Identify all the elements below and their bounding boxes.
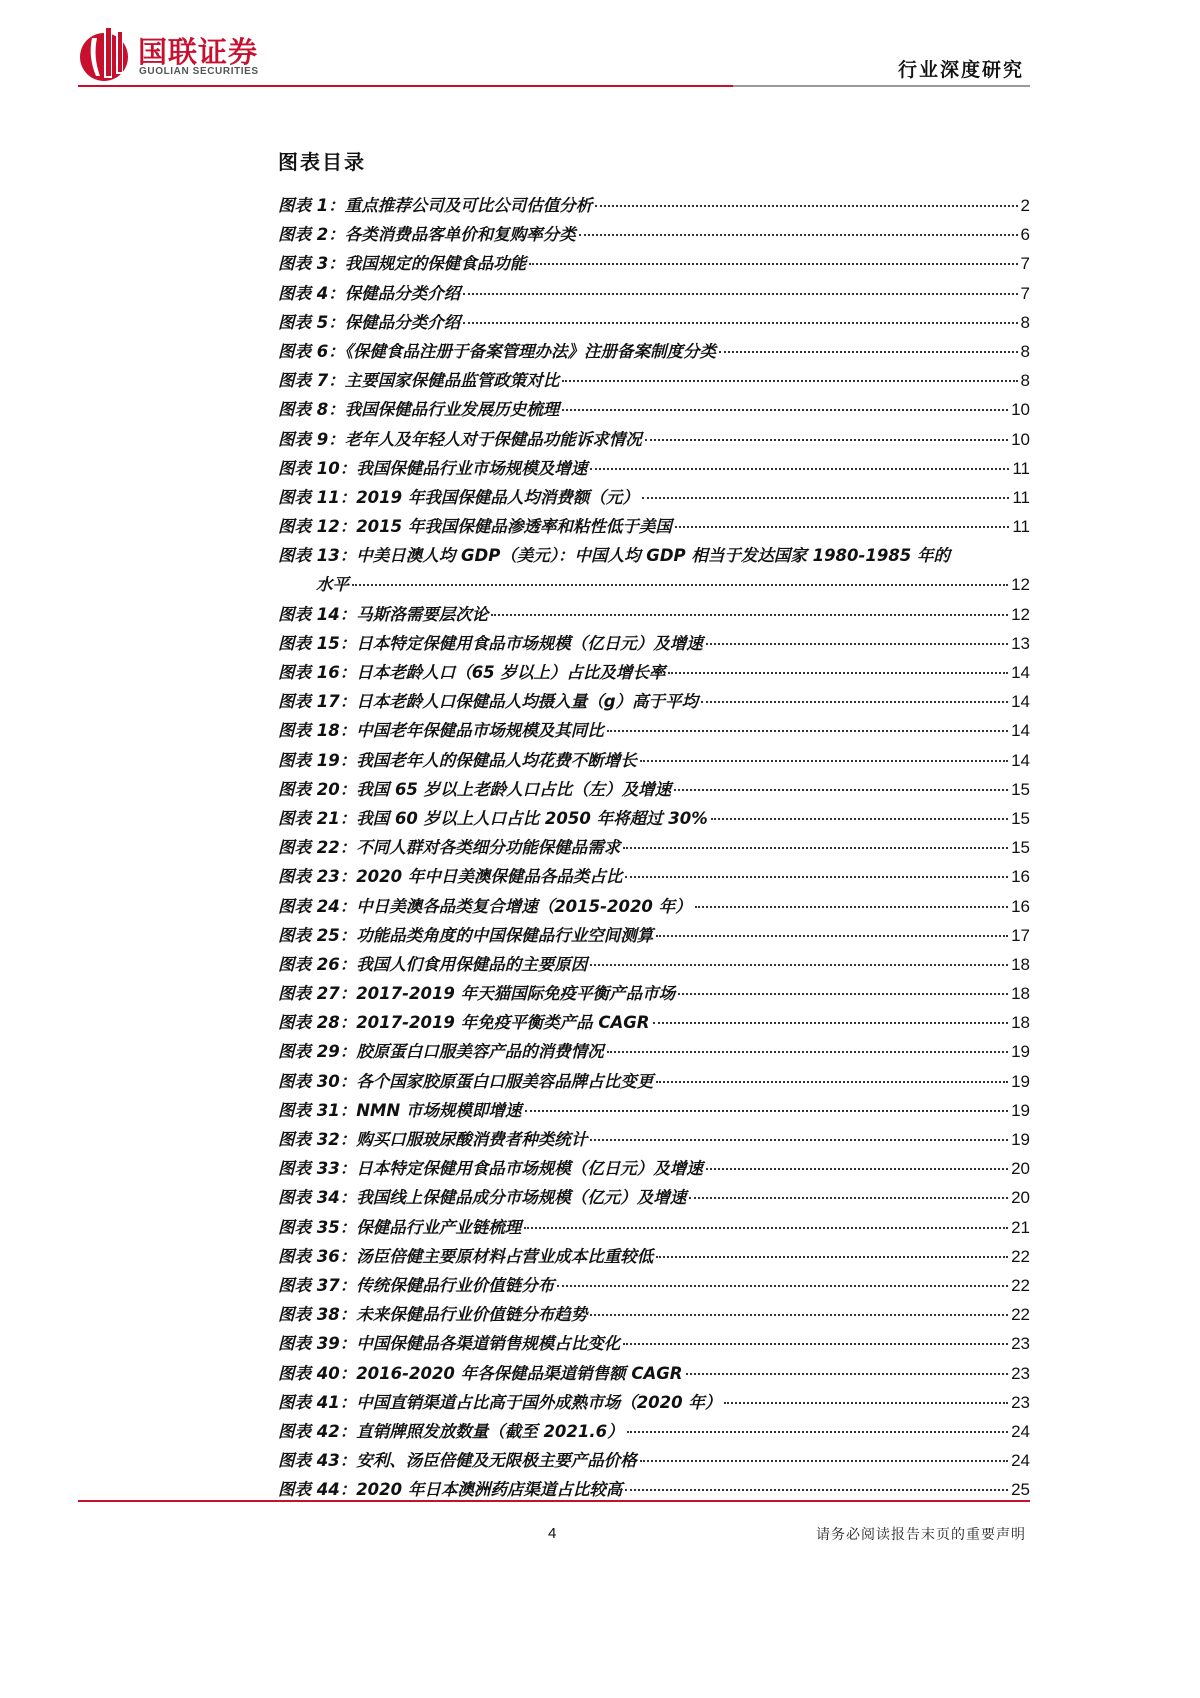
toc-entry-page: 16 <box>1011 867 1030 887</box>
toc-entry-page: 10 <box>1011 400 1030 420</box>
toc-entry-label: 图表 12：2015 年我国保健品渗透率和粘性低于美国 <box>278 517 672 537</box>
toc-entry-page: 20 <box>1011 1159 1030 1179</box>
page-number: 4 <box>548 1525 557 1542</box>
toc-entry-label: 图表 43：安利、汤臣倍健及无限极主要产品价格 <box>278 1451 637 1471</box>
toc-entry-page: 23 <box>1011 1334 1030 1354</box>
toc-entry[interactable] <box>278 337 1030 366</box>
toc-entry[interactable] <box>278 483 1030 512</box>
toc-entry-page: 12 <box>1011 604 1030 624</box>
toc-entry-label: 图表 38：未来保健品行业价值链分布趋势 <box>278 1305 588 1325</box>
toc-dot-leader <box>590 963 1008 966</box>
toc-entry[interactable] <box>278 862 1030 891</box>
toc-entry-page: 19 <box>1011 1130 1030 1150</box>
toc-entry[interactable] <box>278 425 1030 454</box>
toc-entry[interactable] <box>278 512 1030 541</box>
toc-dot-leader <box>719 350 1018 353</box>
toc-entry[interactable] <box>278 1242 1030 1271</box>
toc-entry-page: 7 <box>1020 254 1030 274</box>
toc-dot-leader <box>689 1196 1008 1199</box>
toc-entry-page: 19 <box>1011 1100 1030 1120</box>
toc-entry[interactable] <box>278 775 1030 804</box>
toc-entry-label: 图表 29：胶原蛋白口服美容产品的消费情况 <box>278 1042 604 1062</box>
toc-entry[interactable] <box>278 191 1030 220</box>
toc-entry-label: 图表 3：我国规定的保健食品功能 <box>278 254 527 274</box>
toc-entry-label: 图表 23：2020 年中日美澳保健品各品类占比 <box>278 867 623 887</box>
toc-entry-label: 图表 15：日本特定保健用食品市场规模（亿日元）及增速 <box>278 633 703 653</box>
toc-entry-label: 图表 17：日本老龄人口保健品人均摄入量（g）高于平均 <box>278 692 699 712</box>
toc-dot-leader <box>656 1255 1008 1258</box>
toc-dot-leader <box>706 1167 1008 1170</box>
toc-dot-leader <box>678 992 1008 995</box>
toc-entry[interactable] <box>278 220 1030 249</box>
toc-entry-label: 图表 26：我国人们食用保健品的主要原因 <box>278 954 588 974</box>
toc-entry-label: 图表 7：主要国家保健品监管政策对比 <box>278 371 560 391</box>
toc-dot-leader <box>590 467 1009 470</box>
toc-entry-page: 16 <box>1011 896 1030 916</box>
toc-entry-page: 8 <box>1020 371 1030 391</box>
toc-entry-label: 图表 20：我国 65 岁以上老龄人口占比（左）及增速 <box>278 779 672 799</box>
report-type-label: 行业深度研究 <box>897 59 1024 81</box>
toc-dot-leader <box>686 1372 1009 1375</box>
toc-entry-label: 图表 40：2016-2020 年各保健品渠道销售额 CAGR <box>278 1363 683 1383</box>
toc-dot-leader <box>640 759 1008 762</box>
toc-entry-page: 19 <box>1011 1071 1030 1091</box>
toc-entry-page: 15 <box>1011 779 1030 799</box>
toc-entry-label: 图表 42：直销牌照发放数量（截至 2021.6） <box>278 1421 624 1441</box>
toc-entry[interactable] <box>278 833 1030 862</box>
toc-entry-label: 图表 19：我国老年人的保健品人均花费不断增长 <box>278 750 637 770</box>
toc-dot-leader <box>557 1284 1008 1287</box>
header-divider <box>78 85 1030 87</box>
toc-dot-leader <box>562 379 1017 382</box>
footer-divider <box>78 1500 1030 1502</box>
toc-dot-leader <box>529 262 1017 265</box>
toc-entry-label: 图表 18：中国老年保健品市场规模及其同比 <box>278 721 604 741</box>
toc-entry-page: 19 <box>1011 1042 1030 1062</box>
toc-entry-label: 图表 27：2017-2019 年天猫国际免疫平衡产品市场 <box>278 984 676 1004</box>
toc-entry-label: 图表 24：中日美澳各品类复合增速（2015-2020 年） <box>278 896 692 916</box>
toc-entry[interactable] <box>278 1125 1030 1154</box>
toc-entry-page: 10 <box>1011 429 1030 449</box>
toc-entry-page: 8 <box>1020 312 1030 332</box>
toc-entry-page: 17 <box>1011 925 1030 945</box>
footer-disclaimer: 请务必阅读报告末页的重要声明 <box>816 1527 1026 1543</box>
toc-entry[interactable] <box>278 1329 1030 1358</box>
toc-entry-page: 22 <box>1011 1275 1030 1295</box>
toc-entry-page: 22 <box>1011 1305 1030 1325</box>
toc-entry-page: 11 <box>1012 517 1030 537</box>
toc-entry-label: 图表 21：我国 60 岁以上人口占比 2050 年将超过 30% <box>278 808 708 828</box>
toc-entry-label: 图表 37：传统保健品行业价值链分布 <box>278 1275 555 1295</box>
toc-dot-leader <box>590 1313 1008 1316</box>
toc-entry[interactable] <box>278 308 1030 337</box>
toc-entry-page: 18 <box>1011 1013 1030 1033</box>
toc-dot-leader <box>607 729 1008 732</box>
toc-dot-leader <box>645 438 1008 441</box>
toc-dot-leader <box>701 700 1008 703</box>
toc-dot-leader <box>656 1080 1008 1083</box>
toc-entry-label: 图表 14：马斯洛需要层次论 <box>278 604 489 624</box>
toc-entry-page: 14 <box>1011 692 1030 712</box>
toc-entry-label: 图表 35：保健品行业产业链梳理 <box>278 1217 522 1237</box>
toc-dot-leader <box>640 1459 1008 1462</box>
toc-entry-page: 24 <box>1011 1451 1030 1471</box>
toc-dot-leader <box>595 204 1017 207</box>
toc-entry-page: 24 <box>1011 1421 1030 1441</box>
toc-entry[interactable] <box>278 687 1030 716</box>
toc-entry[interactable] <box>278 1154 1030 1183</box>
toc-title: 图表目录 <box>278 150 366 174</box>
toc-dot-leader <box>623 1342 1008 1345</box>
toc-entry-page: 18 <box>1011 954 1030 974</box>
toc-entry-page: 20 <box>1011 1188 1030 1208</box>
toc-entry-label: 图表 16：日本老龄人口（65 岁以上）占比及增长率 <box>278 663 666 683</box>
toc-dot-leader <box>653 1021 1009 1024</box>
toc-entry[interactable] <box>278 249 1030 278</box>
toc-entry[interactable] <box>278 279 1030 308</box>
toc-dot-leader <box>625 1488 1008 1491</box>
toc-entry[interactable] <box>278 921 1030 950</box>
figure-table-of-contents <box>278 191 1030 1504</box>
toc-entry[interactable] <box>278 366 1030 395</box>
toc-dot-leader <box>627 1430 1008 1433</box>
toc-entry-label: 图表 9：老年人及年轻人对于保健品功能诉求情况 <box>278 429 642 449</box>
toc-entry-page: 15 <box>1011 808 1030 828</box>
toc-entry-label: 图表 30：各个国家胶原蛋白口服美容品牌占比变更 <box>278 1071 654 1091</box>
toc-entry-page: 14 <box>1011 663 1030 683</box>
toc-entry[interactable] <box>278 395 1030 424</box>
toc-entry-page: 12 <box>1011 575 1030 595</box>
toc-entry-label: 图表 28：2017-2019 年免疫平衡类产品 CAGR <box>278 1013 650 1033</box>
toc-entry-label: 图表 5：保健品分类介绍 <box>278 312 461 332</box>
toc-dot-leader <box>695 905 1008 908</box>
toc-entry[interactable] <box>278 1008 1030 1037</box>
toc-entry[interactable] <box>278 1417 1030 1446</box>
company-logo <box>78 26 318 84</box>
toc-entry[interactable] <box>278 1271 1030 1300</box>
toc-entry[interactable] <box>278 1359 1030 1388</box>
guolian-logo-icon <box>78 26 134 84</box>
toc-entry-page: 6 <box>1020 225 1030 245</box>
toc-entry-label: 图表 31：NMN 市场规模即增速 <box>278 1100 522 1120</box>
toc-entry[interactable] <box>278 716 1030 745</box>
toc-entry-label: 图表 34：我国线上保健品成分市场规模（亿元）及增速 <box>278 1188 687 1208</box>
toc-entry[interactable] <box>278 600 1030 629</box>
toc-dot-leader <box>579 233 1018 236</box>
toc-entry[interactable] <box>278 746 1030 775</box>
toc-entry-label: 图表 22：不同人群对各类细分功能保健品需求 <box>278 838 621 858</box>
toc-entry-page: 22 <box>1011 1246 1030 1266</box>
toc-dot-leader <box>463 292 1017 295</box>
toc-entry-label: 图表 2：各类消费品客单价和复购率分类 <box>278 225 576 245</box>
toc-entry-label: 图表 8：我国保健品行业发展历史梳理 <box>278 400 560 420</box>
toc-dot-leader <box>525 1109 1009 1112</box>
toc-entry-page: 2 <box>1020 196 1030 215</box>
toc-entry-page: 7 <box>1020 283 1030 303</box>
toc-entry[interactable] <box>278 629 1030 658</box>
toc-entry-label: 图表 33：日本特定保健用食品市场规模（亿日元）及增速 <box>278 1159 703 1179</box>
toc-entry-page: 21 <box>1011 1217 1030 1237</box>
toc-entry-page: 23 <box>1011 1392 1030 1412</box>
toc-entry-label: 图表 13：中美日澳人均 GDP（美元）：中国人均 GDP 相当于发达国家 1980-1985 年的 <box>278 546 951 566</box>
toc-dot-leader <box>524 1226 1008 1229</box>
toc-dot-leader <box>607 1050 1008 1053</box>
toc-entry[interactable] <box>278 804 1030 833</box>
toc-entry-label: 图表 32：购买口服玻尿酸消费者种类统计 <box>278 1130 588 1150</box>
toc-entry-label: 图表 39：中国保健品各渠道销售规模占比变化 <box>278 1334 621 1354</box>
toc-entry[interactable] <box>278 979 1030 1008</box>
toc-entry[interactable] <box>278 1300 1030 1329</box>
toc-dot-leader <box>668 671 1008 674</box>
toc-dot-leader <box>352 583 1008 586</box>
header-divider-gray <box>733 85 1030 87</box>
toc-entry-label-continued: 水平 <box>316 575 349 595</box>
toc-dot-leader <box>491 613 1008 616</box>
toc-entry[interactable] <box>278 454 1030 483</box>
toc-entry-label: 图表 44：2020 年日本澳洲药店渠道占比较高 <box>278 1480 623 1500</box>
toc-entry-page: 11 <box>1012 458 1030 478</box>
toc-dot-leader <box>711 817 1008 820</box>
toc-entry-label: 图表 4：保健品分类介绍 <box>278 283 461 303</box>
toc-entry[interactable] <box>278 541 1030 599</box>
toc-entry[interactable] <box>278 892 1030 921</box>
toc-dot-leader <box>562 408 1008 411</box>
toc-entry-label: 图表 1：重点推荐公司及可比公司估值分析 <box>278 196 593 215</box>
toc-dot-leader <box>642 496 1009 499</box>
toc-entry[interactable] <box>278 1096 1030 1125</box>
toc-entry-page: 13 <box>1011 633 1030 653</box>
logo-chinese-name: 国联证券 <box>138 35 259 69</box>
toc-entry-page: 8 <box>1020 341 1030 361</box>
toc-entry-label: 图表 25：功能品类角度的中国保健品行业空间测算 <box>278 925 654 945</box>
toc-entry-label: 图表 41：中国直销渠道占比高于国外成熟市场（2020 年） <box>278 1392 722 1412</box>
toc-entry-page: 23 <box>1011 1363 1030 1383</box>
toc-entry-page: 25 <box>1011 1480 1030 1500</box>
toc-entry[interactable] <box>278 1037 1030 1066</box>
toc-entry[interactable] <box>278 1446 1030 1475</box>
toc-entry-label: 图表 10：我国保健品行业市场规模及增速 <box>278 458 588 478</box>
toc-dot-leader <box>463 321 1017 324</box>
toc-entry[interactable] <box>278 1388 1030 1417</box>
toc-dot-leader <box>656 934 1008 937</box>
toc-entry[interactable] <box>278 658 1030 687</box>
toc-dot-leader <box>590 1138 1008 1141</box>
logo-english-name: GUOLIAN SECURITIES <box>139 66 259 77</box>
toc-entry-page: 14 <box>1011 721 1030 741</box>
toc-entry-page: 14 <box>1011 750 1030 770</box>
toc-entry[interactable] <box>278 1067 1030 1096</box>
header-divider-red <box>78 85 733 87</box>
toc-entry-continuation <box>278 570 1030 599</box>
toc-dot-leader <box>706 642 1008 645</box>
toc-entry-label: 图表 6：《保健食品注册于备案管理办法》注册备案制度分类 <box>278 341 716 361</box>
toc-dot-leader <box>675 525 1009 528</box>
toc-dot-leader <box>625 875 1008 878</box>
toc-entry[interactable] <box>278 950 1030 979</box>
toc-entry-label: 图表 36：汤臣倍健主要原材料占营业成本比重较低 <box>278 1246 654 1266</box>
toc-entry-page: 15 <box>1011 838 1030 858</box>
toc-entry[interactable] <box>278 1213 1030 1242</box>
toc-entry-page: 18 <box>1011 984 1030 1004</box>
toc-dot-leader <box>674 788 1008 791</box>
toc-dot-leader <box>623 846 1008 849</box>
toc-entry-label: 图表 11：2019 年我国保健品人均消费额（元） <box>278 487 639 507</box>
toc-entry-page: 11 <box>1012 487 1030 507</box>
toc-entry[interactable] <box>278 1183 1030 1212</box>
toc-dot-leader <box>724 1401 1008 1404</box>
